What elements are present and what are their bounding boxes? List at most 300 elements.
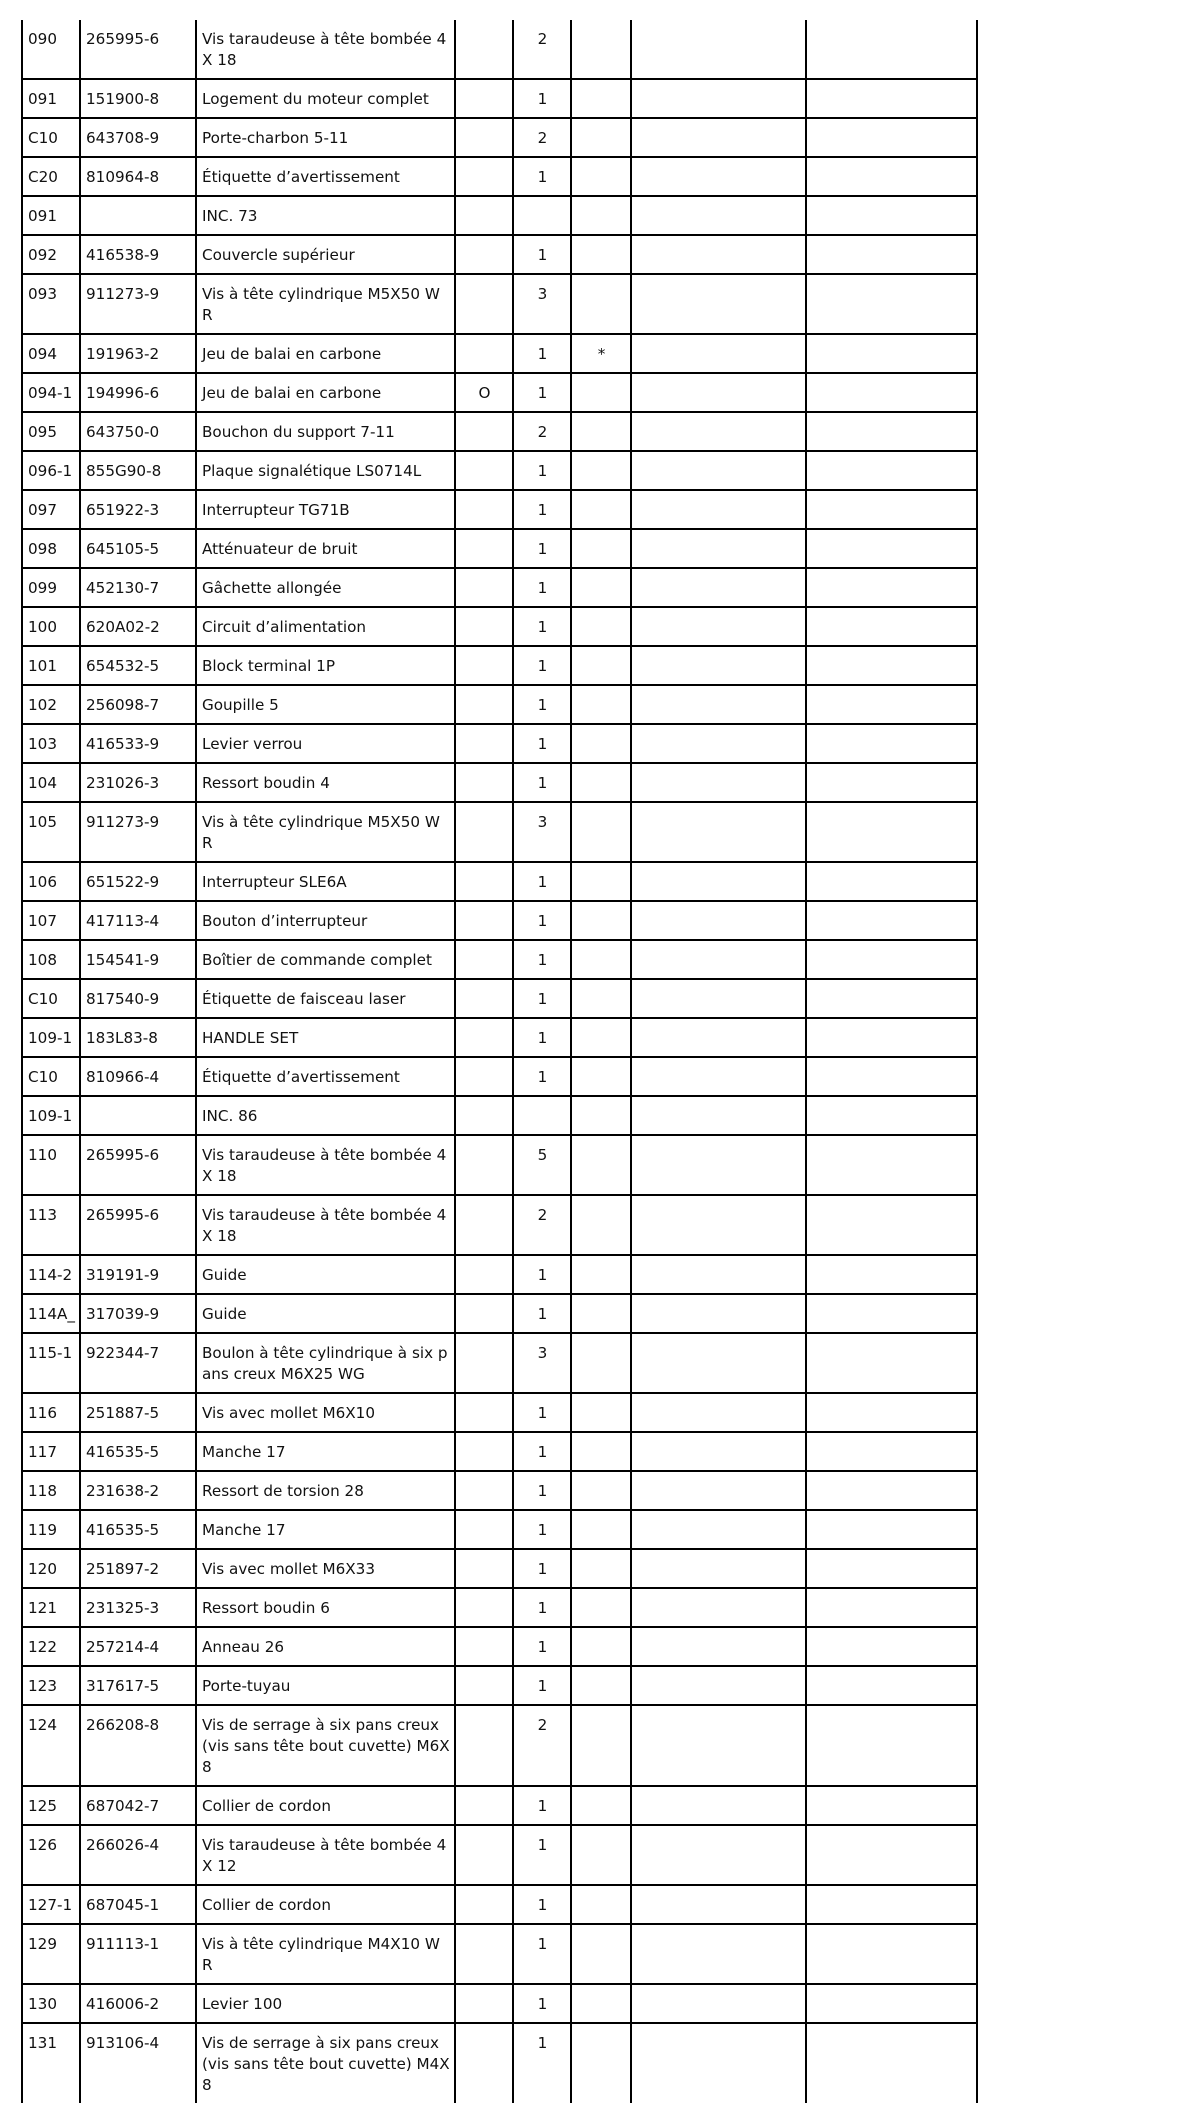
item-number-cell: 115-1 xyxy=(22,1333,80,1393)
description-cell: Bouton d’interrupteur xyxy=(196,901,455,940)
note-cell xyxy=(571,685,631,724)
part-number-cell: 256098-7 xyxy=(80,685,196,724)
part-number-cell: 643750-0 xyxy=(80,412,196,451)
part-number-cell: 231325-3 xyxy=(80,1588,196,1627)
parts-table-body xyxy=(22,20,977,2103)
table-row xyxy=(22,490,977,529)
note-cell xyxy=(571,862,631,901)
quantity-cell: 2 xyxy=(513,1195,571,1255)
item-number-cell: 091 xyxy=(22,196,80,235)
blank-cell xyxy=(631,1432,806,1471)
quantity-cell: 1 xyxy=(513,979,571,1018)
note-cell xyxy=(571,1705,631,1786)
note-cell xyxy=(571,802,631,862)
blank-cell xyxy=(806,1255,977,1294)
option-cell xyxy=(455,646,513,685)
quantity-cell: 2 xyxy=(513,118,571,157)
blank-cell xyxy=(806,901,977,940)
table-row xyxy=(22,1135,977,1195)
description-cell: Collier de cordon xyxy=(196,1885,455,1924)
option-cell xyxy=(455,568,513,607)
part-number-cell: 645105-5 xyxy=(80,529,196,568)
option-cell xyxy=(455,1471,513,1510)
table-row xyxy=(22,862,977,901)
part-number-cell: 317617-5 xyxy=(80,1666,196,1705)
blank-cell xyxy=(631,1333,806,1393)
option-cell xyxy=(455,1924,513,1984)
item-number-cell: 096-1 xyxy=(22,451,80,490)
table-row xyxy=(22,1705,977,1786)
item-number-cell: 092 xyxy=(22,235,80,274)
blank-cell xyxy=(631,1924,806,1984)
blank-cell xyxy=(631,79,806,118)
part-number-cell: 251897-2 xyxy=(80,1549,196,1588)
option-cell xyxy=(455,1096,513,1135)
blank-cell xyxy=(631,1627,806,1666)
option-cell xyxy=(455,1294,513,1333)
part-number-cell: 913106-4 xyxy=(80,2023,196,2103)
part-number-cell: 265995-6 xyxy=(80,1135,196,1195)
part-number-cell: 194996-6 xyxy=(80,373,196,412)
note-cell xyxy=(571,235,631,274)
part-number-cell: 416538-9 xyxy=(80,235,196,274)
option-cell xyxy=(455,118,513,157)
item-number-cell: 118 xyxy=(22,1471,80,1510)
blank-cell xyxy=(631,1471,806,1510)
blank-cell xyxy=(806,196,977,235)
note-cell xyxy=(571,1135,631,1195)
item-number-cell: 108 xyxy=(22,940,80,979)
quantity-cell: 1 xyxy=(513,1984,571,2023)
item-number-cell: C10 xyxy=(22,1057,80,1096)
blank-cell xyxy=(806,1588,977,1627)
blank-cell xyxy=(806,1885,977,1924)
blank-cell xyxy=(806,940,977,979)
blank-cell xyxy=(806,274,977,334)
blank-cell xyxy=(806,157,977,196)
description-cell: Gâchette allongée xyxy=(196,568,455,607)
blank-cell xyxy=(806,1984,977,2023)
table-row xyxy=(22,940,977,979)
blank-cell xyxy=(806,1294,977,1333)
table-row xyxy=(22,196,977,235)
blank-cell xyxy=(631,20,806,79)
item-number-cell: 097 xyxy=(22,490,80,529)
quantity-cell xyxy=(513,196,571,235)
description-cell: Étiquette d’avertissement xyxy=(196,1057,455,1096)
part-number-cell: 416006-2 xyxy=(80,1984,196,2023)
part-number-cell: 416533-9 xyxy=(80,724,196,763)
table-row xyxy=(22,157,977,196)
blank-cell xyxy=(806,1333,977,1393)
blank-cell xyxy=(806,685,977,724)
table-row xyxy=(22,1096,977,1135)
blank-cell xyxy=(806,529,977,568)
quantity-cell: 1 xyxy=(513,568,571,607)
note-cell xyxy=(571,412,631,451)
table-row xyxy=(22,1825,977,1885)
description-cell: Vis de serrage à six pans creux (vis sans tête bout cuvette) M4X8 xyxy=(196,2023,455,2103)
table-row xyxy=(22,1018,977,1057)
description-cell: Interrupteur SLE6A xyxy=(196,862,455,901)
blank-cell xyxy=(631,685,806,724)
description-cell: Plaque signalétique LS0714L xyxy=(196,451,455,490)
quantity-cell: 3 xyxy=(513,1333,571,1393)
option-cell xyxy=(455,1333,513,1393)
blank-cell xyxy=(806,1057,977,1096)
note-cell xyxy=(571,1393,631,1432)
item-number-cell: 119 xyxy=(22,1510,80,1549)
description-cell: Étiquette d’avertissement xyxy=(196,157,455,196)
item-number-cell: 114-2 xyxy=(22,1255,80,1294)
blank-cell xyxy=(631,2023,806,2103)
option-cell xyxy=(455,607,513,646)
option-cell xyxy=(455,1588,513,1627)
option-cell xyxy=(455,451,513,490)
option-cell xyxy=(455,1705,513,1786)
note-cell xyxy=(571,607,631,646)
blank-cell xyxy=(806,334,977,373)
blank-cell xyxy=(631,1255,806,1294)
option-cell xyxy=(455,529,513,568)
option-cell xyxy=(455,802,513,862)
description-cell: Porte-charbon 5-11 xyxy=(196,118,455,157)
quantity-cell: 1 xyxy=(513,1510,571,1549)
option-cell xyxy=(455,1432,513,1471)
option-cell xyxy=(455,862,513,901)
blank-cell xyxy=(806,1666,977,1705)
item-number-cell: 125 xyxy=(22,1786,80,1825)
option-cell xyxy=(455,235,513,274)
item-number-cell: 120 xyxy=(22,1549,80,1588)
description-cell: Vis à tête cylindrique M5X50 WR xyxy=(196,274,455,334)
blank-cell xyxy=(631,1057,806,1096)
part-number-cell: 265995-6 xyxy=(80,20,196,79)
option-cell xyxy=(455,1984,513,2023)
blank-cell xyxy=(806,568,977,607)
blank-cell xyxy=(631,1984,806,2023)
option-cell xyxy=(455,196,513,235)
note-cell xyxy=(571,1588,631,1627)
note-cell xyxy=(571,724,631,763)
table-row xyxy=(22,1885,977,1924)
part-number-cell: 817540-9 xyxy=(80,979,196,1018)
option-cell xyxy=(455,1018,513,1057)
table-row xyxy=(22,79,977,118)
blank-cell xyxy=(631,1294,806,1333)
blank-cell xyxy=(806,862,977,901)
description-cell: Circuit d’alimentation xyxy=(196,607,455,646)
quantity-cell: 2 xyxy=(513,412,571,451)
description-cell: Guide xyxy=(196,1255,455,1294)
note-cell xyxy=(571,1666,631,1705)
item-number-cell: 094 xyxy=(22,334,80,373)
note-cell xyxy=(571,1195,631,1255)
option-cell xyxy=(455,1195,513,1255)
blank-cell xyxy=(806,1825,977,1885)
part-number-cell: 251887-5 xyxy=(80,1393,196,1432)
option-cell xyxy=(455,1057,513,1096)
blank-cell xyxy=(631,490,806,529)
quantity-cell xyxy=(513,1096,571,1135)
quantity-cell: 1 xyxy=(513,685,571,724)
table-row xyxy=(22,1393,977,1432)
note-cell xyxy=(571,940,631,979)
item-number-cell: C10 xyxy=(22,979,80,1018)
part-number-cell: 911273-9 xyxy=(80,802,196,862)
blank-cell xyxy=(631,1018,806,1057)
description-cell: Bouchon du support 7-11 xyxy=(196,412,455,451)
quantity-cell: 1 xyxy=(513,763,571,802)
table-row xyxy=(22,1255,977,1294)
quantity-cell: 1 xyxy=(513,1666,571,1705)
option-cell xyxy=(455,274,513,334)
blank-cell xyxy=(806,607,977,646)
blank-cell xyxy=(806,1096,977,1135)
table-row xyxy=(22,646,977,685)
blank-cell xyxy=(631,1195,806,1255)
option-cell xyxy=(455,79,513,118)
quantity-cell: 1 xyxy=(513,724,571,763)
quantity-cell: 1 xyxy=(513,901,571,940)
part-number-cell: 266208-8 xyxy=(80,1705,196,1786)
note-cell xyxy=(571,490,631,529)
table-row xyxy=(22,274,977,334)
item-number-cell: 129 xyxy=(22,1924,80,1984)
note-cell xyxy=(571,1096,631,1135)
table-row xyxy=(22,334,977,373)
description-cell: Block terminal 1P xyxy=(196,646,455,685)
blank-cell xyxy=(631,412,806,451)
description-cell: Atténuateur de bruit xyxy=(196,529,455,568)
description-cell: Anneau 26 xyxy=(196,1627,455,1666)
table-row xyxy=(22,607,977,646)
quantity-cell: 1 xyxy=(513,1294,571,1333)
item-number-cell: 117 xyxy=(22,1432,80,1471)
item-number-cell: 102 xyxy=(22,685,80,724)
description-cell: Manche 17 xyxy=(196,1432,455,1471)
note-cell xyxy=(571,1294,631,1333)
note-cell xyxy=(571,1825,631,1885)
table-row xyxy=(22,1333,977,1393)
quantity-cell: 1 xyxy=(513,607,571,646)
quantity-cell: 1 xyxy=(513,1549,571,1588)
table-row xyxy=(22,763,977,802)
table-row xyxy=(22,901,977,940)
description-cell: Boulon à tête cylindrique à six pans creux M6X25 WG xyxy=(196,1333,455,1393)
part-number-cell: 620A02-2 xyxy=(80,607,196,646)
option-cell xyxy=(455,901,513,940)
note-cell xyxy=(571,1786,631,1825)
item-number-cell: 091 xyxy=(22,79,80,118)
blank-cell xyxy=(806,1924,977,1984)
part-number-cell: 231026-3 xyxy=(80,763,196,802)
item-number-cell: 101 xyxy=(22,646,80,685)
table-row xyxy=(22,1549,977,1588)
description-cell: Boîtier de commande complet xyxy=(196,940,455,979)
description-cell: Levier 100 xyxy=(196,1984,455,2023)
note-cell xyxy=(571,1984,631,2023)
option-cell xyxy=(455,979,513,1018)
quantity-cell: 1 xyxy=(513,1924,571,1984)
quantity-cell: 1 xyxy=(513,529,571,568)
blank-cell xyxy=(806,1393,977,1432)
part-number-cell: 687045-1 xyxy=(80,1885,196,1924)
blank-cell xyxy=(631,1510,806,1549)
quantity-cell: 1 xyxy=(513,1885,571,1924)
description-cell: Porte-tuyau xyxy=(196,1666,455,1705)
blank-cell xyxy=(806,979,977,1018)
quantity-cell: 1 xyxy=(513,1432,571,1471)
description-cell: Ressort boudin 6 xyxy=(196,1588,455,1627)
description-cell: Étiquette de faisceau laser xyxy=(196,979,455,1018)
table-row xyxy=(22,979,977,1018)
quantity-cell: 1 xyxy=(513,157,571,196)
blank-cell xyxy=(631,196,806,235)
quantity-cell: 1 xyxy=(513,79,571,118)
quantity-cell: 1 xyxy=(513,1786,571,1825)
quantity-cell: 1 xyxy=(513,2023,571,2103)
part-number-cell xyxy=(80,1096,196,1135)
quantity-cell: 1 xyxy=(513,1393,571,1432)
note-cell xyxy=(571,196,631,235)
part-number-cell: 911113-1 xyxy=(80,1924,196,1984)
part-number-cell: 317039-9 xyxy=(80,1294,196,1333)
note-cell xyxy=(571,901,631,940)
blank-cell xyxy=(631,1135,806,1195)
blank-cell xyxy=(806,412,977,451)
blank-cell xyxy=(631,802,806,862)
blank-cell xyxy=(631,607,806,646)
quantity-cell: 1 xyxy=(513,490,571,529)
part-number-cell: 266026-4 xyxy=(80,1825,196,1885)
parts-table xyxy=(21,20,978,2103)
blank-cell xyxy=(806,1195,977,1255)
table-row xyxy=(22,1666,977,1705)
item-number-cell: 123 xyxy=(22,1666,80,1705)
quantity-cell: 1 xyxy=(513,1057,571,1096)
option-cell xyxy=(455,1510,513,1549)
table-row xyxy=(22,1195,977,1255)
blank-cell xyxy=(631,979,806,1018)
note-cell xyxy=(571,1333,631,1393)
blank-cell xyxy=(631,157,806,196)
blank-cell xyxy=(631,1096,806,1135)
blank-cell xyxy=(806,724,977,763)
description-cell: Vis avec mollet M6X33 xyxy=(196,1549,455,1588)
item-number-cell: 122 xyxy=(22,1627,80,1666)
blank-cell xyxy=(806,646,977,685)
note-cell xyxy=(571,1471,631,1510)
description-cell: Ressort de torsion 28 xyxy=(196,1471,455,1510)
part-number-cell: 651522-9 xyxy=(80,862,196,901)
note-cell xyxy=(571,1018,631,1057)
option-cell xyxy=(455,1255,513,1294)
option-cell xyxy=(455,2023,513,2103)
option-cell xyxy=(455,412,513,451)
note-cell xyxy=(571,1432,631,1471)
table-row xyxy=(22,1432,977,1471)
item-number-cell: 131 xyxy=(22,2023,80,2103)
table-row xyxy=(22,685,977,724)
quantity-cell: 1 xyxy=(513,235,571,274)
note-cell xyxy=(571,373,631,412)
blank-cell xyxy=(631,646,806,685)
part-number-cell: 151900-8 xyxy=(80,79,196,118)
item-number-cell: 106 xyxy=(22,862,80,901)
note-cell xyxy=(571,2023,631,2103)
description-cell: INC. 86 xyxy=(196,1096,455,1135)
blank-cell xyxy=(806,235,977,274)
item-number-cell: 105 xyxy=(22,802,80,862)
option-cell xyxy=(455,1885,513,1924)
blank-cell xyxy=(631,334,806,373)
table-row xyxy=(22,1057,977,1096)
note-cell xyxy=(571,1057,631,1096)
table-row xyxy=(22,1294,977,1333)
part-number-cell: 231638-2 xyxy=(80,1471,196,1510)
item-number-cell: 109-1 xyxy=(22,1018,80,1057)
blank-cell xyxy=(806,1135,977,1195)
note-cell xyxy=(571,1924,631,1984)
note-cell xyxy=(571,118,631,157)
table-row xyxy=(22,1588,977,1627)
part-number-cell: 257214-4 xyxy=(80,1627,196,1666)
quantity-cell: 1 xyxy=(513,373,571,412)
quantity-cell: 1 xyxy=(513,451,571,490)
item-number-cell: 109-1 xyxy=(22,1096,80,1135)
item-number-cell: 126 xyxy=(22,1825,80,1885)
item-number-cell: 113 xyxy=(22,1195,80,1255)
note-cell xyxy=(571,274,631,334)
table-row xyxy=(22,724,977,763)
note-cell xyxy=(571,20,631,79)
description-cell: Goupille 5 xyxy=(196,685,455,724)
description-cell: Levier verrou xyxy=(196,724,455,763)
table-row xyxy=(22,20,977,79)
option-cell xyxy=(455,1393,513,1432)
blank-cell xyxy=(806,451,977,490)
table-row xyxy=(22,373,977,412)
blank-cell xyxy=(631,724,806,763)
option-cell: O xyxy=(455,373,513,412)
blank-cell xyxy=(806,1549,977,1588)
option-cell xyxy=(455,1786,513,1825)
blank-cell xyxy=(631,1588,806,1627)
description-cell: HANDLE SET xyxy=(196,1018,455,1057)
note-cell xyxy=(571,568,631,607)
blank-cell xyxy=(631,1549,806,1588)
description-cell: Logement du moteur complet xyxy=(196,79,455,118)
blank-cell xyxy=(631,373,806,412)
blank-cell xyxy=(631,1885,806,1924)
blank-cell xyxy=(631,862,806,901)
blank-cell xyxy=(631,451,806,490)
blank-cell xyxy=(806,1627,977,1666)
part-number-cell: 911273-9 xyxy=(80,274,196,334)
item-number-cell: 110 xyxy=(22,1135,80,1195)
description-cell: Jeu de balai en carbone xyxy=(196,334,455,373)
table-row xyxy=(22,568,977,607)
quantity-cell: 1 xyxy=(513,862,571,901)
note-cell xyxy=(571,1885,631,1924)
table-row xyxy=(22,529,977,568)
blank-cell xyxy=(631,1666,806,1705)
blank-cell xyxy=(806,490,977,529)
table-row xyxy=(22,2023,977,2103)
quantity-cell: 1 xyxy=(513,1588,571,1627)
blank-cell xyxy=(631,568,806,607)
